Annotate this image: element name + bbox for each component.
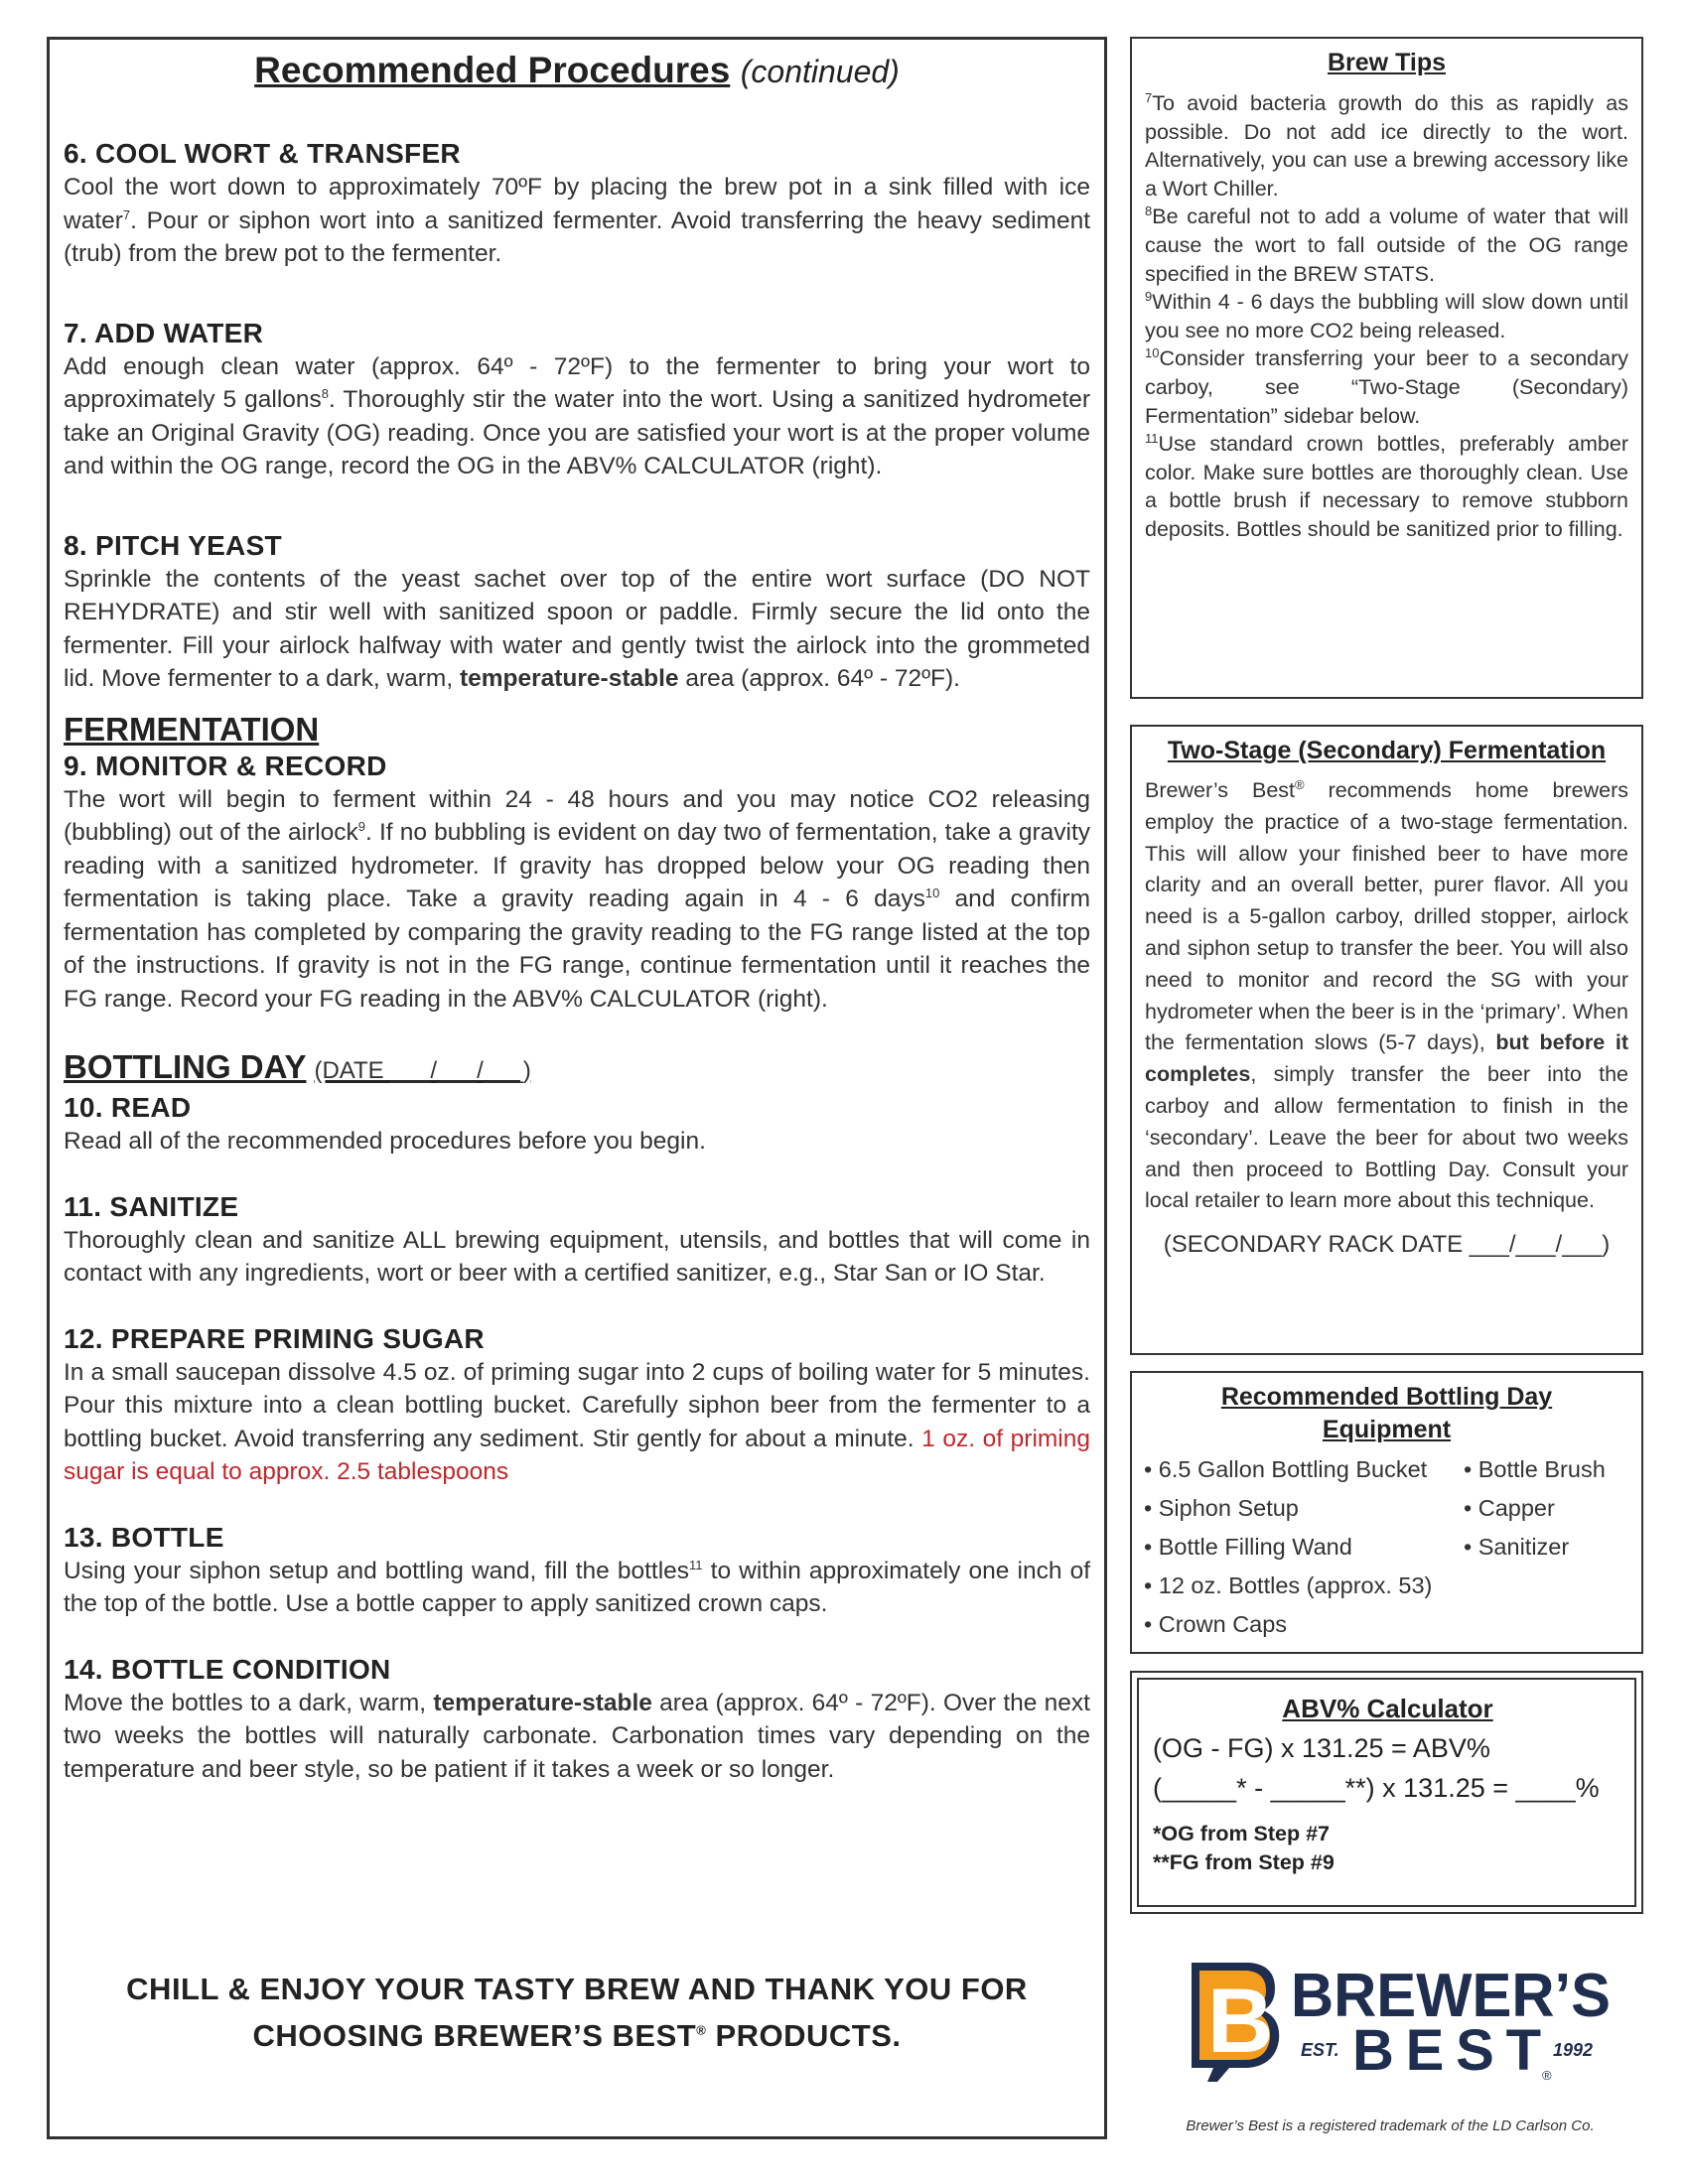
footnote-ref-8: 8 bbox=[321, 385, 329, 401]
brew-tips-box bbox=[1130, 37, 1643, 699]
step-10-title: 10. READ bbox=[64, 1092, 192, 1123]
step-8-bold: temperature-stable bbox=[459, 665, 679, 692]
step-9-title: 9. MONITOR & RECORD bbox=[64, 750, 387, 781]
equipment-item: • 12 oz. Bottles (approx. 53) bbox=[1144, 1572, 1433, 1598]
step-7-title: 7. ADD WATER bbox=[64, 317, 264, 348]
tip-text: Be careful not to add a volume of water that will cause the wort to fall outside of the OG range specified in the BREW STATS. bbox=[1145, 205, 1628, 286]
secondary-rack-date: (SECONDARY RACK DATE ___/___/___) bbox=[1163, 1231, 1611, 1259]
step-13-text-a: Using your siphon setup and bottling wand, fill the bottles bbox=[64, 1557, 690, 1584]
equipment-title bbox=[1132, 1381, 1641, 1446]
step-12-body bbox=[64, 1356, 1090, 1489]
step-6-body bbox=[64, 171, 1090, 271]
abv-fill-line: (_____* - _____**) x 131.25 = ____% bbox=[1153, 1773, 1600, 1803]
bottling-heading-text: BOTTLING DAY bbox=[64, 1048, 307, 1085]
equipment-item: • Sanitizer bbox=[1464, 1534, 1570, 1560]
step-8-text-b: area (approx. 64º - 72ºF). bbox=[678, 665, 960, 692]
abv-calculator-inner bbox=[1137, 1678, 1636, 1907]
tip-text: Consider transferring your beer to a secondary carboy, see “Two-Stage (Secondary) Fermentation” sidebar below. bbox=[1145, 346, 1628, 428]
equipment-item: • Bottle Filling Wand bbox=[1144, 1534, 1352, 1560]
equipment-column-1 bbox=[1144, 1450, 1464, 1644]
two-stage-bold: but before it completes bbox=[1145, 1030, 1628, 1087]
step-14-text-b: area (approx. 64º - 72ºF). Over the next two weeks the bottles will naturally carbonate. Carbonation times vary depending on the temperature and beer style, so be patient if it takes a week or so longer. bbox=[64, 1689, 1090, 1783]
brew-tips-title: Brew Tips bbox=[1327, 49, 1447, 76]
registered-mark: ® bbox=[696, 2022, 707, 2038]
equipment-column-2 bbox=[1464, 1450, 1606, 1644]
footnote-ref-11: 11 bbox=[689, 1557, 703, 1572]
step-11-title: 11. SANITIZE bbox=[64, 1190, 239, 1222]
fermentation-heading: FERMENTATION bbox=[64, 710, 320, 748]
page-subtitle: (continued) bbox=[740, 54, 900, 89]
closing-message bbox=[50, 1966, 1104, 2059]
procedures-panel bbox=[47, 37, 1107, 2139]
logo-est: EST. bbox=[1301, 2040, 1339, 2060]
step-7-text-b: . Thoroughly stir the water into the wort. Using a sanitized hydrometer take an Original Gravity (OG) reading. Once you are satisfied your wort is at the proper volume and within the OG range, record the OG in the ABV% CALCULATOR (right). bbox=[64, 386, 1090, 479]
logo-year: 1992 bbox=[1553, 2040, 1594, 2060]
step-6-title: 6. COOL WORT & TRANSFER bbox=[64, 138, 461, 169]
equipment-box bbox=[1130, 1371, 1643, 1654]
tip-footnote-number: 7 bbox=[1145, 89, 1153, 105]
step-6-text-b: . Pour or siphon wort into a sanitized fermenter. Avoid transferring the heavy sediment (trub) from the brew pot to the fermenter. bbox=[64, 206, 1090, 267]
step-13-body bbox=[64, 1555, 1090, 1621]
equipment-item: • Siphon Setup bbox=[1144, 1495, 1299, 1521]
closing-line-2b: PRODUCTS. bbox=[706, 2018, 902, 2053]
equipment-list bbox=[1132, 1450, 1641, 1644]
logo-registered-mark: ® bbox=[1542, 2068, 1552, 2083]
logo-badge-letter: B bbox=[1207, 1971, 1274, 2072]
logo-graphic bbox=[1172, 1951, 1618, 2085]
step-9-text-c: and confirm fermentation has completed by comparing the gravity reading to the FG range listed at the top of the instructions. If gravity is not in the FG range, continue fermentation until it reaches the FG range. Record your FG reading in the ABV% CALCULATOR (right). bbox=[64, 886, 1091, 1013]
abv-calculator-box bbox=[1130, 1671, 1643, 1914]
step-14-body bbox=[64, 1687, 1090, 1787]
equipment-item: • 6.5 Gallon Bottling Bucket bbox=[1144, 1456, 1428, 1482]
brew-tip-item bbox=[1145, 89, 1628, 203]
step-9-body bbox=[64, 783, 1090, 1017]
procedures-content bbox=[64, 137, 1090, 1786]
tip-text: To avoid bacteria growth do this as rapidly as possible. Do not add ice directly to the wort. Alternatively, you can use a brewing accessory like a Wort Chiller. bbox=[1145, 91, 1628, 201]
step-8-body bbox=[64, 563, 1090, 696]
two-stage-text-b: recommends home brewers employ the practice of a two-stage fermentation. This will allow your finished beer to have more clarity and an overall better, purer flavor. All you need is a 5-gallon carboy, drilled stopper, airlock and siphon setup to transfer the beer. You will also need to monitor and record the SG with your hydrometer when the beer is in the ‘primary’. When the fermentation slows (5-7 days), bbox=[1145, 778, 1628, 1055]
abv-note-fg: **FG from Step #9 bbox=[1153, 1850, 1335, 1874]
registered-mark: ® bbox=[1295, 776, 1305, 792]
equipment-item: • Capper bbox=[1464, 1495, 1555, 1521]
abv-note-og: *OG from Step #7 bbox=[1153, 1822, 1331, 1845]
step-13-text-b: to within approximately one inch of the top of the bottle. Use a bottle capper to apply sanitized crown caps. bbox=[64, 1557, 1091, 1617]
priming-sugar-note: 1 oz. of priming sugar is equal to approx. 2.5 tablespoons bbox=[64, 1425, 1091, 1485]
step-13-title: 13. BOTTLE bbox=[64, 1521, 224, 1553]
equipment-item: • Crown Caps bbox=[1144, 1611, 1288, 1637]
two-stage-box bbox=[1130, 725, 1643, 1355]
brew-tip-item bbox=[1145, 430, 1628, 543]
closing-line-1: CHILL & ENJOY YOUR TASTY BREW AND THANK YOU FOR bbox=[126, 1972, 1028, 2006]
closing-line-2a: CHOOSING BREWER’S BEST bbox=[252, 2018, 697, 2053]
two-stage-body bbox=[1145, 775, 1628, 1217]
tip-footnote-number: 10 bbox=[1145, 345, 1160, 361]
equipment-title-line-1: Recommended Bottling Day bbox=[1220, 1383, 1553, 1411]
brew-tip-item bbox=[1145, 288, 1628, 344]
step-10-body: Read all of the recommended procedures before you begin. bbox=[64, 1128, 706, 1155]
page-title: Recommended Procedures bbox=[254, 50, 731, 90]
step-7-text-a: Add enough clean water (approx. 64º - 72ºF) to the fermenter to bring your wort to approximately 5 gallons bbox=[64, 352, 1090, 413]
tip-footnote-number: 8 bbox=[1145, 204, 1153, 219]
tip-text: Within 4 - 6 days the bubbling will slow down until you see no more CO2 being released. bbox=[1145, 290, 1628, 342]
brewers-best-logo bbox=[1172, 1951, 1618, 2085]
step-14-title: 14. BOTTLE CONDITION bbox=[64, 1653, 391, 1685]
closing-line-2 bbox=[50, 2012, 1104, 2059]
footnote-ref-7: 7 bbox=[122, 206, 131, 222]
tip-text: Use standard crown bottles, preferably amber color. Make sure bottles are thoroughly clean. Use a bottle brush if necessary to remove stubborn deposits. Bottles should be sanitized prior to filling. bbox=[1145, 432, 1628, 541]
two-stage-text-c: , simply transfer the beer into the carboy and allow fermentation to finish in the ‘secondary’. Leave the beer for about two weeks and then proceed to Bottling Day. Consult your local retailer to learn more about this technique. bbox=[1145, 1062, 1628, 1213]
footnote-ref-10: 10 bbox=[924, 885, 940, 900]
title-row bbox=[50, 50, 1104, 91]
bottling-date-field: (DATE ___/___/___) bbox=[314, 1057, 531, 1084]
abv-formula: (OG - FG) x 131.25 = ABV% bbox=[1153, 1733, 1490, 1763]
step-8-text-a: Sprinkle the contents of the yeast sachet over top of the entire wort surface (DO NOT REHYDRATE) and stir well with sanitized spoon or paddle. Firmly secure the lid onto the fermenter. Fill your airlock halfway with water and gently twist the airlock into the grommeted lid. Move fermenter to a dark, warm, bbox=[64, 565, 1090, 692]
step-14-bold: temperature-stable bbox=[433, 1689, 652, 1716]
step-14-text-a: Move the bottles to a dark, warm, bbox=[64, 1689, 434, 1716]
equipment-title-line-2: Equipment bbox=[1322, 1416, 1452, 1443]
two-stage-title: Two-Stage (Secondary) Fermentation bbox=[1167, 737, 1607, 764]
brew-tips-list bbox=[1145, 89, 1628, 544]
logo-word-best: BEST bbox=[1352, 2018, 1541, 2083]
step-7-body bbox=[64, 350, 1090, 483]
logo-word-brewers: BREWER’S bbox=[1291, 1962, 1611, 2030]
step-11-body: Thoroughly clean and sanitize ALL brewing equipment, utensils, and bottles that will come in contact with any ingredients, wort or beer with a certified sanitizer, e.g., Star San or IO Star. bbox=[64, 1226, 1090, 1287]
equipment-item: • Bottle Brush bbox=[1464, 1456, 1606, 1482]
bottling-heading bbox=[64, 1047, 1090, 1091]
step-9-text-b: . If no bubbling is evident on day two of fermentation, take a gravity reading with a sanitized hydrometer. If gravity has dropped below your OG reading then fermentation is taking place. Take a gravity reading again in 4 - 6 days bbox=[64, 819, 1091, 912]
trademark-notice: Brewer’s Best is a registered trademark of the LD Carlson Co. bbox=[1186, 2117, 1595, 2134]
step-8-title: 8. PITCH YEAST bbox=[64, 529, 282, 561]
tip-footnote-number: 11 bbox=[1145, 430, 1159, 446]
brew-tip-item bbox=[1145, 203, 1628, 288]
abv-title: ABV% Calculator bbox=[1282, 1694, 1493, 1723]
two-stage-text-a: Brewer’s Best bbox=[1145, 778, 1296, 802]
brew-tip-item bbox=[1145, 344, 1628, 430]
tip-footnote-number: 9 bbox=[1145, 289, 1153, 304]
step-12-title: 12. PREPARE PRIMING SUGAR bbox=[64, 1322, 485, 1354]
step-6-text-a: Cool the wort down to approximately 70ºF by placing the brew pot in a sink filled with ice water bbox=[64, 174, 1090, 234]
step-12-text: In a small saucepan dissolve 4.5 oz. of priming sugar into 2 cups of boiling water for 5 minutes. Pour this mixture into a clean bottling bucket. Carefully siphon beer from the fermenter to a bottling bucket. Avoid transferring any sediment. Stir gently for about a minute. bbox=[64, 1358, 1090, 1452]
step-9-text-a: The wort will begin to ferment within 24 - 48 hours and you may notice CO2 releasing (bubbling) out of the airlock bbox=[64, 785, 1090, 846]
footnote-ref-9: 9 bbox=[357, 818, 366, 834]
